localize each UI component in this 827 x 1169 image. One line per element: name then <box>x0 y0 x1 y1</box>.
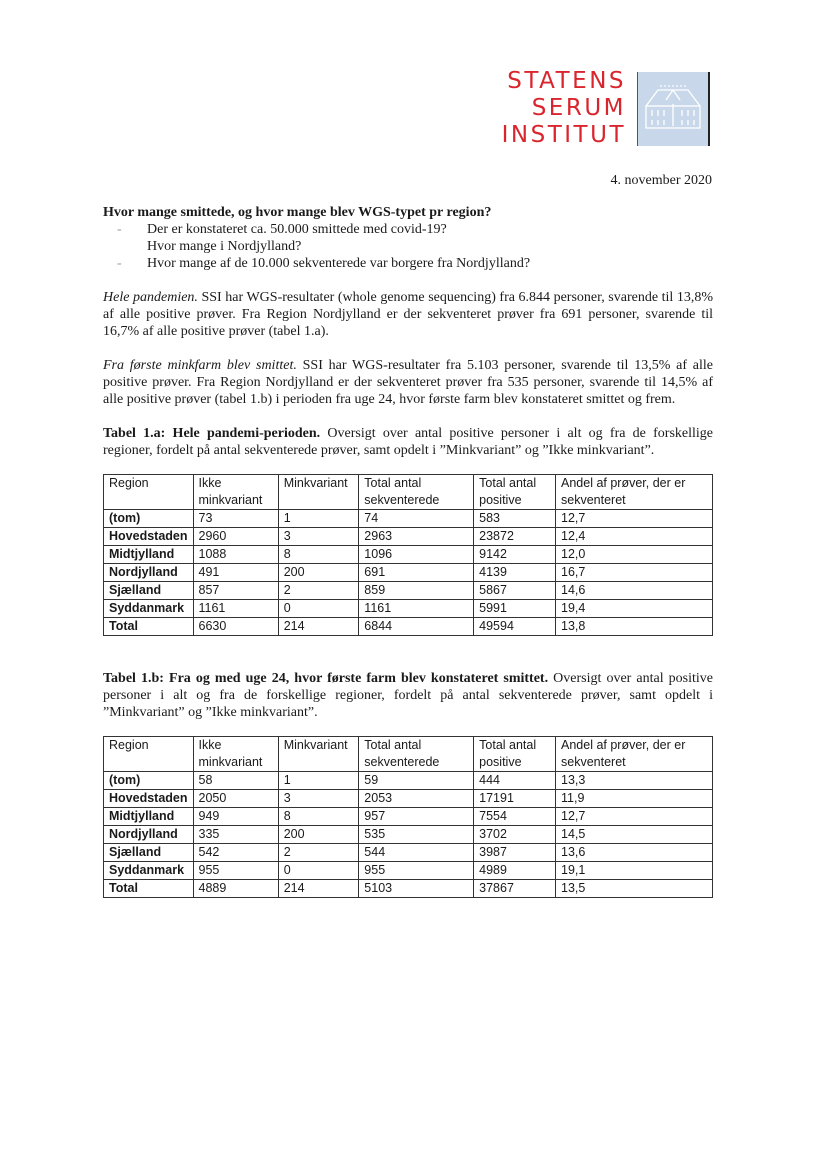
value-cell: 12,4 <box>556 528 713 546</box>
value-cell: 0 <box>278 862 359 880</box>
table-header-row <box>104 475 713 510</box>
value-cell: 1161 <box>193 600 278 618</box>
paragraph-since-mink-farm: Fra første minkfarm blev smittet. SSI har WGS-resultater fra 5.103 personer, svarende til 13,5% af alle positive prøver. Fra Region Nordjylland er der sekventeret prøver fra 535 personer, svarende til 14,5% af alle positive prøver (tabel 1.b) i perioden fra uge 24, hvor første farm blev konstateret smittet og frem. <box>103 358 714 407</box>
value-cell: 6630 <box>193 618 278 636</box>
value-cell: 4889 <box>193 880 278 898</box>
column-header: Region <box>104 475 194 510</box>
table-row <box>104 618 713 636</box>
list-item: - Der er konstateret ca. 50.000 smittede med covid-19? <box>117 222 447 237</box>
region-cell: Syddanmark <box>104 600 194 618</box>
region-cell: Total <box>104 880 194 898</box>
column-header: Total antal positive <box>474 475 556 510</box>
table-row <box>104 600 713 618</box>
value-cell: 12,0 <box>556 546 713 564</box>
value-cell: 13,3 <box>556 772 713 790</box>
value-cell: 857 <box>193 582 278 600</box>
document-body <box>103 204 713 898</box>
region-cell: Midtjylland <box>104 808 194 826</box>
question-list <box>103 221 713 272</box>
logo-line: SERUM <box>531 95 626 121</box>
value-cell: 58 <box>193 772 278 790</box>
value-cell: 9142 <box>474 546 556 564</box>
region-cell: Nordjylland <box>104 564 194 582</box>
region-cell: Hovedstaden <box>104 790 194 808</box>
value-cell: 3987 <box>474 844 556 862</box>
value-cell: 955 <box>193 862 278 880</box>
value-cell: 1096 <box>359 546 474 564</box>
value-cell: 14,5 <box>556 826 713 844</box>
value-cell: 8 <box>278 546 359 564</box>
region-cell: Total <box>104 618 194 636</box>
value-cell: 13,5 <box>556 880 713 898</box>
ssi-logo-text <box>500 68 626 149</box>
question-heading: Hvor mange smittede, og hvor mange blev WGS-typet pr region? <box>103 205 492 220</box>
list-item: - Hvor mange af de 10.000 sekventerede var borgere fra Nordjylland? <box>117 256 531 271</box>
value-cell: 859 <box>359 582 474 600</box>
column-header: Total antal sekventerede <box>359 475 474 510</box>
value-cell: 214 <box>278 618 359 636</box>
column-header: Total antal positive <box>474 737 556 772</box>
logo-line: INSTITUT <box>501 122 626 148</box>
value-cell: 49594 <box>474 618 556 636</box>
table-header-row <box>104 737 713 772</box>
value-cell: 0 <box>278 600 359 618</box>
value-cell: 583 <box>474 510 556 528</box>
table-1b-caption: Tabel 1.b: Fra og med uge 24, hvor første farm blev konstateret smittet. Oversigt over antal positive personer i alt og fra de forskellige regioner, fordelt på antal sekventerede prøver, samt opdelt i ”Minkvariant” og ”Ikke minkvariant”. <box>103 671 713 720</box>
value-cell: 16,7 <box>556 564 713 582</box>
value-cell: 200 <box>278 564 359 582</box>
value-cell: 3 <box>278 528 359 546</box>
value-cell: 214 <box>278 880 359 898</box>
region-cell: Sjælland <box>104 582 194 600</box>
value-cell: 691 <box>359 564 474 582</box>
value-cell: 6844 <box>359 618 474 636</box>
table-row <box>104 772 713 790</box>
column-header: Minkvariant <box>278 737 359 772</box>
column-header: Minkvariant <box>278 475 359 510</box>
value-cell: 73 <box>193 510 278 528</box>
region-cell: Hovedstaden <box>104 528 194 546</box>
value-cell: 8 <box>278 808 359 826</box>
table-row <box>104 790 713 808</box>
value-cell: 19,4 <box>556 600 713 618</box>
value-cell: 1 <box>278 510 359 528</box>
column-header: Total antal sekventerede <box>359 737 474 772</box>
value-cell: 5991 <box>474 600 556 618</box>
column-header: Andel af prøver, der er sekventeret <box>556 475 713 510</box>
table-row <box>104 510 713 528</box>
value-cell: 2053 <box>359 790 474 808</box>
value-cell: 12,7 <box>556 808 713 826</box>
region-cell: (tom) <box>104 772 194 790</box>
column-header: Andel af prøver, der er sekventeret <box>556 737 713 772</box>
value-cell: 200 <box>278 826 359 844</box>
value-cell: 11,9 <box>556 790 713 808</box>
region-cell: Nordjylland <box>104 826 194 844</box>
value-cell: 955 <box>359 862 474 880</box>
value-cell: 491 <box>193 564 278 582</box>
value-cell: 13,6 <box>556 844 713 862</box>
value-cell: 1088 <box>193 546 278 564</box>
value-cell: 23872 <box>474 528 556 546</box>
list-item: Hvor mange i Nordjylland? <box>147 239 302 254</box>
table-row <box>104 546 713 564</box>
table-row <box>104 564 713 582</box>
ssi-building-logo-icon <box>637 72 710 146</box>
value-cell: 7554 <box>474 808 556 826</box>
value-cell: 2 <box>278 582 359 600</box>
value-cell: 17191 <box>474 790 556 808</box>
value-cell: 949 <box>193 808 278 826</box>
table-row <box>104 880 713 898</box>
table-1b <box>103 736 713 898</box>
value-cell: 5103 <box>359 880 474 898</box>
value-cell: 335 <box>193 826 278 844</box>
value-cell: 544 <box>359 844 474 862</box>
value-cell: 13,8 <box>556 618 713 636</box>
region-cell: (tom) <box>104 510 194 528</box>
value-cell: 1 <box>278 772 359 790</box>
value-cell: 535 <box>359 826 474 844</box>
table-row <box>104 528 713 546</box>
region-cell: Syddanmark <box>104 862 194 880</box>
paragraph-whole-pandemic: Hele pandemien. SSI har WGS-resultater (whole genome sequencing) fra 6.844 personer, svarende til 13,8% af alle positive prøver. Fra Region Nordjylland er der sekventeret prøver fra 691 personer, svarende til 16,7% af alle positive prøver (tabel 1.a). <box>103 290 713 339</box>
region-cell: Midtjylland <box>104 546 194 564</box>
region-cell: Sjælland <box>104 844 194 862</box>
column-header: Ikke minkvariant <box>193 737 278 772</box>
document-date: 4. november 2020 <box>610 173 712 188</box>
value-cell: 2050 <box>193 790 278 808</box>
value-cell: 444 <box>474 772 556 790</box>
table-row <box>104 826 713 844</box>
column-header: Region <box>104 737 194 772</box>
value-cell: 542 <box>193 844 278 862</box>
value-cell: 957 <box>359 808 474 826</box>
table-row <box>104 844 713 862</box>
value-cell: 4139 <box>474 564 556 582</box>
value-cell: 5867 <box>474 582 556 600</box>
value-cell: 19,1 <box>556 862 713 880</box>
value-cell: 14,6 <box>556 582 713 600</box>
value-cell: 2 <box>278 844 359 862</box>
table-1a-caption: Tabel 1.a: Hele pandemi-perioden. Oversigt over antal positive personer i alt og fra de forskellige regioner, fordelt på antal sekventerede prøver, samt opdelt i ”Minkvariant” og ”Ikke minkvariant”. <box>103 426 713 458</box>
value-cell: 12,7 <box>556 510 713 528</box>
column-header: Ikke minkvariant <box>193 475 278 510</box>
value-cell: 2960 <box>193 528 278 546</box>
table-row <box>104 808 713 826</box>
value-cell: 4989 <box>474 862 556 880</box>
value-cell: 2963 <box>359 528 474 546</box>
table-row <box>104 862 713 880</box>
logo-line: STATENS <box>507 68 626 94</box>
value-cell: 59 <box>359 772 474 790</box>
table-1a <box>103 474 713 636</box>
value-cell: 37867 <box>474 880 556 898</box>
value-cell: 3702 <box>474 826 556 844</box>
table-row <box>104 582 713 600</box>
value-cell: 1161 <box>359 600 474 618</box>
value-cell: 74 <box>359 510 474 528</box>
value-cell: 3 <box>278 790 359 808</box>
